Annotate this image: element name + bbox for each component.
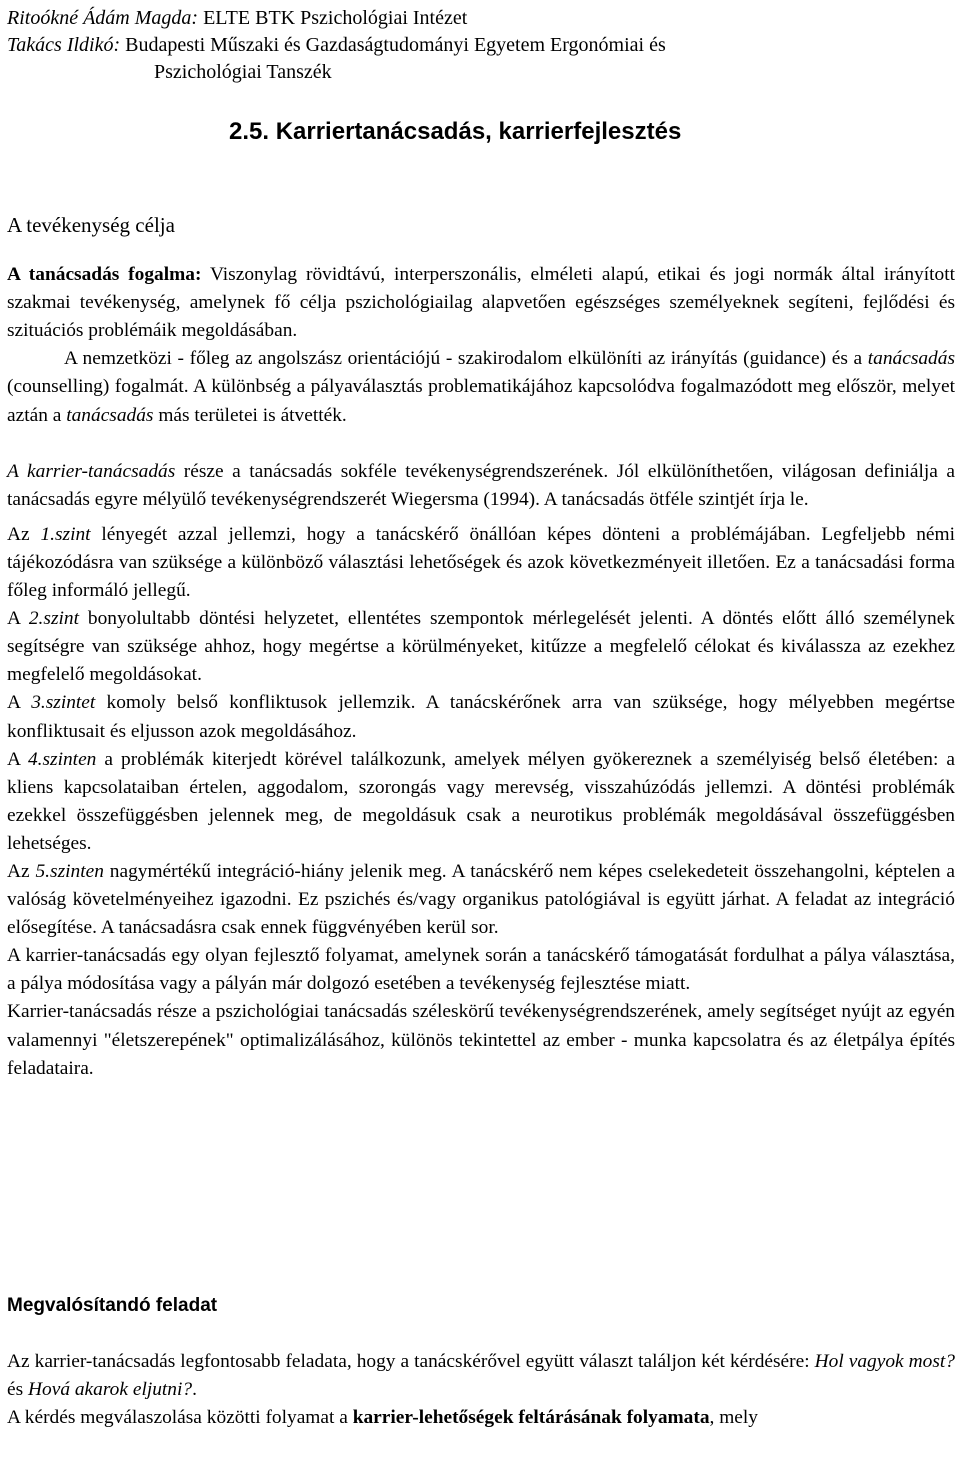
spacer: [7, 430, 955, 458]
level-1-term: 1.szint: [40, 523, 91, 545]
author-2-affiliation-cont: Pszichológiai Tanszék: [154, 61, 332, 83]
section-heading: A tevékenység célja: [7, 213, 175, 237]
level-3-text: komoly belső konfliktusok jellemzik. A tanácskérőnek arra van szüksége, hogy mélyebben megértse konfliktusait és eljusson azok megoldásához.: [7, 692, 956, 742]
guidance-term-1: tanácsadás: [867, 348, 955, 370]
level-3-prefix: A: [7, 692, 32, 714]
level-4-text: a problémák kiterjedt körével találkozunk, amelyek mélyen gyökereznek a személyiség belső életében: a kliens kapcsolataiban értelen, aggodalom, szorongás vagy merevség, visszahúzódás jellemzi. A döntési problémák ezekkel összefüggésben jelennek meg, de megoldásuk csak a neurotikus problémák megoldásával összefüggésben lehetséges.: [7, 748, 956, 854]
level-2-prefix: A: [7, 608, 29, 630]
level-4-term: 4.szinten: [27, 748, 97, 770]
process-bold-term: karrier-lehetőségek feltárásának folyamata: [352, 1407, 710, 1429]
paragraph-development-process: A karrier-tanácsadás egy olyan fejlesztő folyamat, amelynek során a tanácskérő támogatását fordulhat a pálya választása, a pálya módosítása vagy a pályán már dolgozó esetében a tevékenység fejlesztése miatt.: [7, 945, 955, 995]
document-title: 2.5. Karriertanácsadás, karrierfejlesztés: [229, 118, 682, 145]
section-task: [7, 1292, 955, 1432]
level-5-term: 5.szinten: [35, 860, 104, 882]
paragraph-guidance: [7, 345, 955, 429]
question-1: Hol vagyok most?: [814, 1351, 955, 1372]
career-term: A karrier-tanácsadás: [7, 460, 176, 482]
level-4-prefix: A: [7, 748, 28, 770]
guidance-text-c: más területei is átvették.: [153, 404, 347, 426]
level-2-text: bonyolultabb döntési helyzetet, ellentétes szempontok mérlegelését jelenti. A döntés előtt álló személynek segítségre van szüksége ahhoz, hogy megértse a körülményeket, kitűzze a megfelelő célokat és kiválassza az ezekhez megfelelő megoldásokat.: [7, 608, 955, 686]
paragraph-career-counselling: [7, 458, 955, 514]
author-line-2: [7, 33, 666, 57]
paragraph-scope: Karrier-tanácsadás része a pszichológiai tanácsadás széleskörű tevékenységrendszerének, amely segítséget nyújt az egyén valamennyi "életszerepének" optimalizálásához, különös tekintettel az ember - munka kapcsolatra és az életpálya építés feladataira.: [7, 1001, 955, 1079]
paragraph-main-task: [7, 1348, 955, 1404]
level-1-prefix: Az: [7, 523, 41, 545]
question-2: Hová akarok eljutni?: [28, 1379, 193, 1401]
task-text-a: Az karrier-tanácsadás legfontosabb feladata, hogy a tanácskérővel együtt választ találjon két kérdésére:: [7, 1351, 815, 1372]
guidance-term-2: tanácsadás: [66, 404, 154, 426]
level-3: [7, 689, 955, 745]
career-text: része a tanácsadás sokféle tevékenységrendszerének. Jól elkülöníthetően, világosan definiálja a tanácsadás egyre mélyülő tevékenységrendszerét Wiegersma (1994). A tanácsadás ötféle szintjét írja le.: [7, 460, 955, 510]
paragraph-process: [7, 1404, 955, 1432]
section-heading: Megvalósítandó feladat: [7, 1295, 218, 1316]
definition-label: A tanácsadás fogalma:: [7, 264, 202, 286]
level-2: [7, 605, 955, 689]
author-line-1: [7, 6, 467, 30]
process-text-b: , mely: [709, 1407, 758, 1429]
guidance-text-b: (counselling) fogalmát. A különbség a pályaválasztás problematikájához kapcsolódva fogalmazódott meg először, melyet aztán a: [7, 376, 955, 426]
level-5: [7, 858, 955, 942]
process-text-a: A kérdés megválaszolása közötti folyamat a: [7, 1407, 353, 1429]
level-4: [7, 746, 955, 858]
level-5-prefix: Az: [7, 860, 36, 882]
level-2-term: 2.szint: [28, 608, 79, 630]
level-3-term: 3.szintet: [31, 692, 96, 714]
author-1-affiliation: ELTE BTK Pszichológiai Intézet: [198, 7, 468, 29]
author-1-name: Ritoókné Ádám Magda:: [7, 7, 199, 29]
section-purpose: [7, 211, 955, 1083]
paragraph-definition: [7, 261, 955, 345]
level-1-text: lényegét azzal jellemzi, hogy a tanácskérő önállóan képes dönteni a problémájában. Legfeljebb némi tájékozódásra van szüksége a különböző választási lehetőségek és azok következményeit illetően. Ez a tanácsadási forma főleg informáló jellegű.: [7, 523, 955, 602]
level-1: [7, 521, 955, 605]
author-2-affiliation: Budapesti Műszaki és Gazdaságtudományi Egyetem Ergonómiai és: [120, 34, 666, 56]
definition-text: Viszonylag rövidtávú, interperszonális, elméleti alapú, etikai és jogi normák által irányított szakmai tevékenység, amelynek fő célja pszichológiailag alapvetően egészséges személyeknek segíteni, fejlődési és szituációs problémáik megoldásában.: [7, 264, 956, 342]
task-text-c: .: [192, 1379, 197, 1401]
guidance-text-a: A nemzetközi - főleg az angolszász orientációjú - szakirodalom elkülöníti az irányítás (guidance) és a: [64, 348, 868, 370]
level-5-text: nagymértékű integráció-hiány jelenik meg. A tanácskérő nem képes cselekedeteit összehangolni, képtelen a valóság követelményeihez igazodni. Ez pszichés és/vagy organikus patológiával is együtt járhat. A feladat az integráció elősegítése. A tanácsadásra csak ennek függvényében kerül sor.: [7, 860, 955, 939]
author-2-name: Takács Ildikó:: [7, 34, 121, 56]
task-text-b: és: [7, 1379, 29, 1401]
